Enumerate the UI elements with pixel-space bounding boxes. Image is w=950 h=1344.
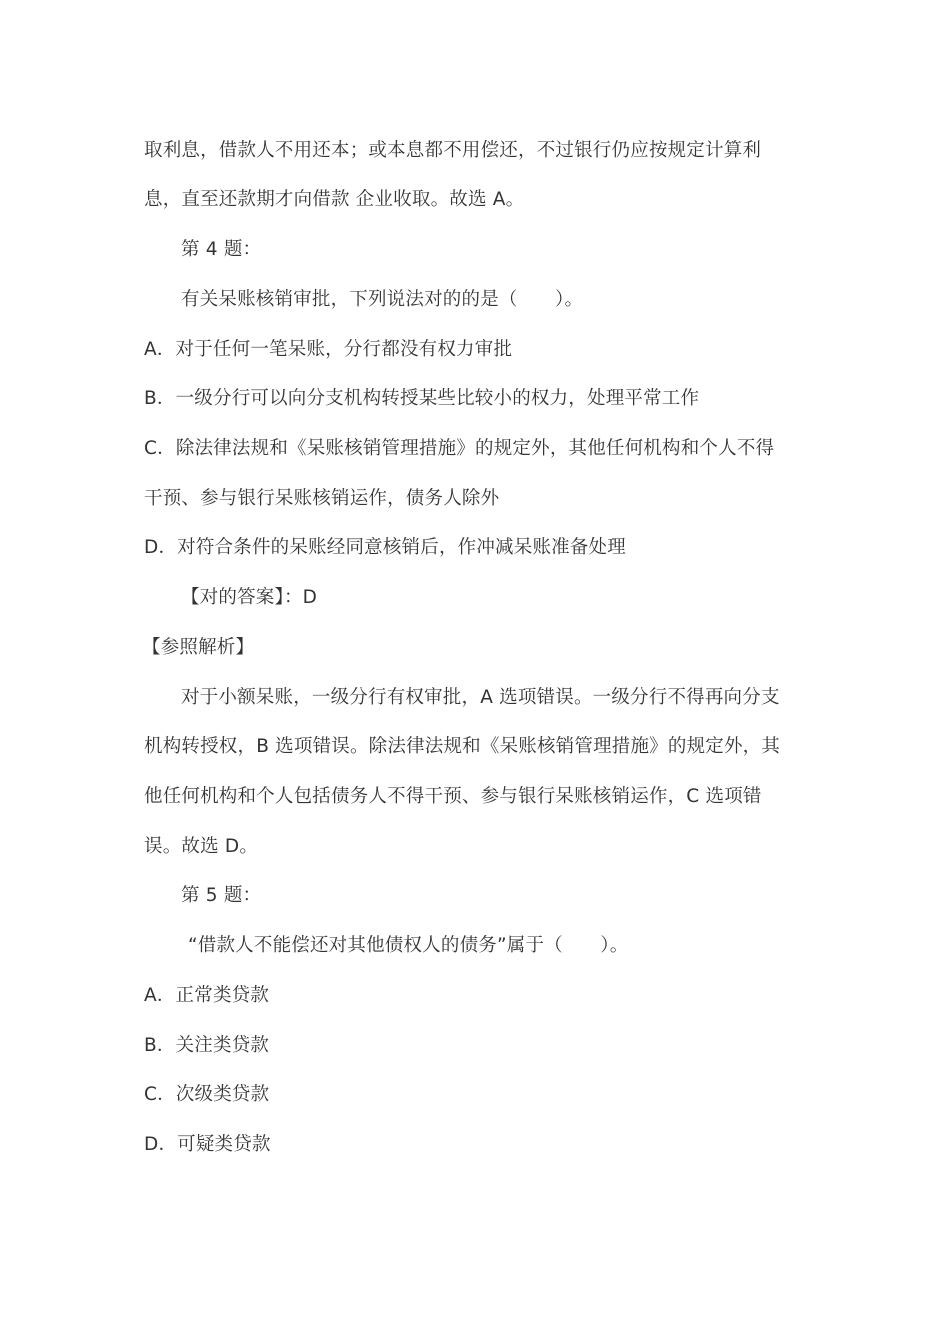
question-5-option-c: C．次级类贷款 — [144, 1084, 270, 1105]
question-4-analysis-heading: 【参照解析】 — [142, 637, 255, 658]
question-4-analysis-line-4: 误。故选 D。 — [144, 836, 259, 857]
question-5-heading: 第 5 题： — [181, 885, 262, 906]
question-4-option-d: D．对符合条件的呆账经同意核销后，作冲减呆账准备处理 — [144, 537, 626, 558]
question-4-analysis-line-1: 对于小额呆账，一级分行有权审批，A 选项错误。一级分行不得再向分支 — [181, 687, 780, 708]
explanation-line-1: 取利息，借款人不用还本；或本息都不用偿还，不过银行仍应按规定计算利 — [144, 140, 762, 161]
question-4-analysis-line-2: 机构转授权，B 选项错误。除法律法规和《呆账核销管理措施》的规定外，其 — [144, 736, 781, 757]
question-5-option-a: A．正常类贷款 — [144, 985, 270, 1006]
question-4-answer: 【对的答案】：D — [181, 587, 318, 608]
question-4-option-c-continued: 干预、参与银行呆账核销运作，债务人除外 — [144, 488, 500, 509]
explanation-line-2: 息，直至还款期才向借款 企业收取。故选 A。 — [144, 189, 525, 210]
question-4-heading: 第 4 题： — [181, 239, 262, 260]
question-5-stem: “借款人不能偿还对其他债权人的债务”属于（ ）。 — [188, 935, 629, 956]
question-4-option-b: B．一级分行可以向分支机构转授某些比较小的权力，处理平常工作 — [144, 388, 700, 409]
question-5-option-b: B．关注类贷款 — [144, 1035, 270, 1056]
question-4-option-c: C．除法律法规和《呆账核销管理措施》的规定外，其他任何机构和个人不得 — [144, 438, 775, 459]
question-4-option-a: A．对于任何一笔呆账，分行都没有权力审批 — [144, 339, 513, 360]
question-4-stem: 有关呆账核销审批，下列说法对的的是（ ）。 — [181, 289, 584, 310]
question-5-option-d: D．可疑类贷款 — [144, 1134, 271, 1155]
question-4-analysis-line-3: 他任何机构和个人包括债务人不得干预、参与银行呆账核销运作，C 选项错 — [144, 786, 762, 807]
